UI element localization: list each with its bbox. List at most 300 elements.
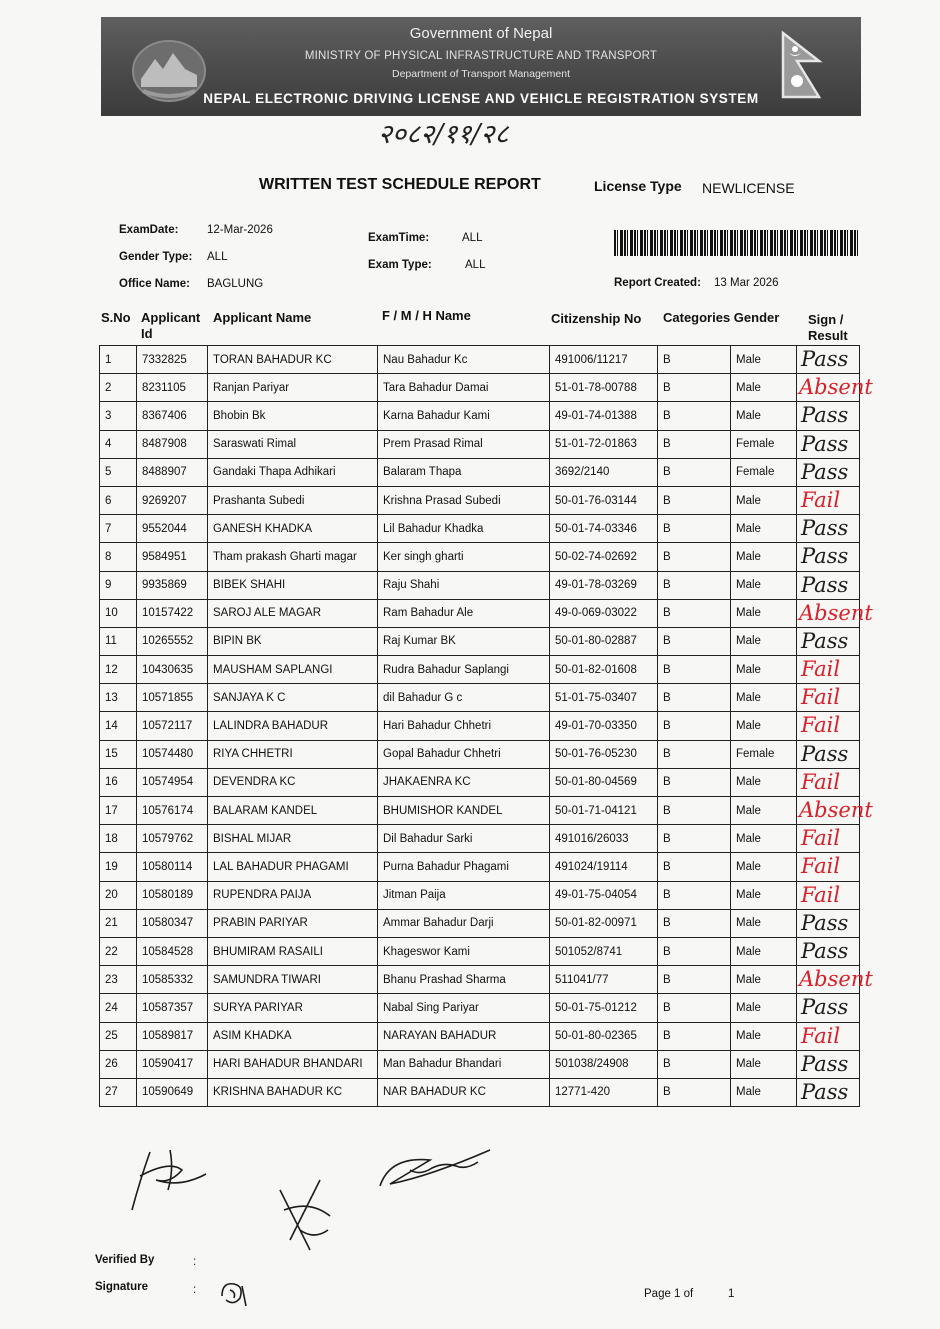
cell-sno: 24	[100, 994, 137, 1022]
result-mark: Absent	[799, 967, 873, 992]
exam-date-value: 12-Mar-2026	[207, 224, 273, 236]
cell-category: B	[658, 825, 731, 853]
cell-applicant-id: 8488907	[137, 458, 208, 486]
cell-sno: 17	[100, 797, 137, 825]
cell-applicant-name: RUPENDRA PAIJA	[208, 881, 378, 909]
cell-fmh-name: Jitman Paija	[378, 881, 550, 909]
cell-sno: 14	[100, 712, 137, 740]
cell-category: B	[658, 430, 731, 458]
cell-sign-result	[797, 768, 860, 796]
cell-applicant-id: 10574480	[137, 740, 208, 768]
cell-applicant-name: SAMUNDRA TIWARI	[208, 966, 378, 994]
cell-applicant-id: 10589817	[137, 1022, 208, 1050]
table-row	[100, 881, 860, 909]
cell-fmh-name: Ker singh gharti	[378, 543, 550, 571]
cell-gender: Male	[731, 797, 797, 825]
result-mark: Pass	[801, 572, 849, 597]
table-row	[100, 458, 860, 486]
cell-applicant-id: 10576174	[137, 797, 208, 825]
cell-gender: Female	[731, 458, 797, 486]
cell-citizenship: 51-01-78-00788	[550, 374, 658, 402]
cell-citizenship: 501038/24908	[550, 1050, 658, 1078]
cell-gender: Male	[731, 656, 797, 684]
result-mark: Absent	[799, 375, 873, 400]
cell-applicant-name: Tham prakash Gharti magar	[208, 543, 378, 571]
table-row	[100, 966, 860, 994]
header-banner	[101, 17, 861, 116]
cell-sign-result	[797, 571, 860, 599]
cell-sno: 2	[100, 374, 137, 402]
cell-gender: Male	[731, 994, 797, 1022]
cell-gender: Male	[731, 374, 797, 402]
cell-sign-result	[797, 430, 860, 458]
cell-sign-result	[797, 881, 860, 909]
cell-sno: 4	[100, 430, 137, 458]
gender-type-value: ALL	[207, 251, 228, 263]
table-row	[100, 1078, 860, 1106]
header-applicant-id	[141, 310, 200, 342]
table-row	[100, 994, 860, 1022]
cell-sign-result	[797, 909, 860, 937]
cell-category: B	[658, 486, 731, 514]
cell-fmh-name: Dil Bahadur Sarki	[378, 825, 550, 853]
cell-citizenship: 491024/19114	[550, 853, 658, 881]
cell-sign-result	[797, 458, 860, 486]
cell-fmh-name: Ram Bahadur Ale	[378, 599, 550, 627]
exam-time-value: ALL	[462, 232, 483, 244]
table-row	[100, 402, 860, 430]
cell-citizenship: 49-01-70-03350	[550, 712, 658, 740]
cell-category: B	[658, 712, 731, 740]
government-title: Government of Nepal	[409, 25, 553, 42]
cell-applicant-name: LAL BAHADUR PHAGAMI	[208, 853, 378, 881]
cell-citizenship: 49-0-069-03022	[550, 599, 658, 627]
table-row	[100, 712, 860, 740]
cell-sign-result	[797, 599, 873, 627]
office-name-label: Office Name:	[119, 278, 190, 290]
cell-gender: Male	[731, 543, 797, 571]
cell-gender: Male	[731, 966, 797, 994]
cell-category: B	[658, 1078, 731, 1106]
result-mark: Pass	[801, 516, 849, 541]
cell-fmh-name: Krishna Prasad Subedi	[378, 486, 550, 514]
page-label: Page 1 of	[644, 1288, 694, 1300]
cell-fmh-name: Gopal Bahadur Chhetri	[378, 740, 550, 768]
cell-fmh-name: Prem Prasad Rimal	[378, 430, 550, 458]
cell-sign-result	[797, 853, 860, 881]
result-mark: Fail	[801, 657, 841, 682]
cell-applicant-id: 9935869	[137, 571, 208, 599]
exam-date-label: ExamDate:	[119, 224, 179, 236]
table-row	[100, 374, 860, 402]
cell-applicant-name: SURYA PARIYAR	[208, 994, 378, 1022]
cell-category: B	[658, 374, 731, 402]
cell-applicant-name: LALINDRA BAHADUR	[208, 712, 378, 740]
result-mark: Pass	[801, 628, 849, 653]
cell-sign-result	[797, 374, 873, 402]
cell-fmh-name: NAR BAHADUR KC	[378, 1078, 550, 1106]
cell-applicant-name: GANESH KHADKA	[208, 515, 378, 543]
cell-gender: Male	[731, 515, 797, 543]
barcode	[614, 230, 858, 256]
cell-applicant-id: 9269207	[137, 486, 208, 514]
signature-label: Signature	[95, 1281, 149, 1293]
cell-applicant-id: 10580347	[137, 909, 208, 937]
header-sign-line2: Result	[808, 328, 848, 343]
cell-sno: 16	[100, 768, 137, 796]
department-name: Department of Transport Management	[391, 68, 570, 80]
cell-fmh-name: NARAYAN BAHADUR	[378, 1022, 550, 1050]
result-mark: Pass	[801, 544, 849, 569]
table-row	[100, 571, 860, 599]
verified-by-label: Verified By	[95, 1254, 155, 1266]
cell-category: B	[658, 346, 731, 374]
result-mark: Pass	[801, 459, 849, 484]
cell-applicant-id: 10580189	[137, 881, 208, 909]
cell-gender: Male	[731, 712, 797, 740]
result-mark: Absent	[799, 798, 873, 822]
cell-applicant-id: 10584528	[137, 937, 208, 965]
cell-applicant-name: PRABIN PARIYAR	[208, 909, 378, 937]
cell-fmh-name: Tara Bahadur Damai	[378, 374, 550, 402]
cell-applicant-name: BIPIN BK	[208, 627, 378, 655]
cell-sign-result	[797, 994, 860, 1022]
result-mark: Fail	[801, 1023, 841, 1048]
cell-gender: Male	[731, 881, 797, 909]
cell-applicant-name: BIBEK SHAHI	[208, 571, 378, 599]
cell-sign-result	[797, 515, 860, 543]
cell-sno: 12	[100, 656, 137, 684]
cell-sign-result	[797, 1078, 860, 1106]
nepal-flag-icon	[781, 31, 823, 103]
cell-gender: Male	[731, 402, 797, 430]
table-row	[100, 853, 860, 881]
table-row	[100, 656, 860, 684]
cell-fmh-name: Karna Bahadur Kami	[378, 402, 550, 430]
cell-citizenship: 50-01-80-02365	[550, 1022, 658, 1050]
cell-sno: 18	[100, 825, 137, 853]
system-name: NEPAL ELECTRONIC DRIVING LICENSE AND VEHICLE REGISTRATION SYSTEM	[203, 91, 759, 106]
cell-citizenship: 50-01-71-04121	[550, 797, 658, 825]
table-row	[100, 486, 860, 514]
cell-fmh-name: Ammar Bahadur Darji	[378, 909, 550, 937]
cell-sign-result	[797, 627, 860, 655]
cell-category: B	[658, 768, 731, 796]
cell-applicant-name: TORAN BAHADUR KC	[208, 346, 378, 374]
cell-citizenship: 50-01-76-03144	[550, 486, 658, 514]
cell-applicant-id: 9552044	[137, 515, 208, 543]
cell-gender: Male	[731, 346, 797, 374]
cell-sno: 26	[100, 1050, 137, 1078]
cell-fmh-name: Rudra Bahadur Saplangi	[378, 656, 550, 684]
result-mark: Fail	[801, 769, 841, 794]
table-row	[100, 740, 860, 768]
result-mark: Pass	[801, 1051, 849, 1076]
cell-sno: 25	[100, 1022, 137, 1050]
cell-applicant-name: KRISHNA BAHADUR KC	[208, 1078, 378, 1106]
cell-fmh-name: Lil Bahadur Khadka	[378, 515, 550, 543]
result-mark: Fail	[801, 685, 841, 710]
table-row	[100, 543, 860, 571]
cell-applicant-name: DEVENDRA KC	[208, 768, 378, 796]
cell-category: B	[658, 1050, 731, 1078]
cell-category: B	[658, 684, 731, 712]
cell-citizenship: 51-01-75-03407	[550, 684, 658, 712]
cell-fmh-name: Khageswor Kami	[378, 937, 550, 965]
cell-citizenship: 50-01-82-00971	[550, 909, 658, 937]
cell-applicant-name: Saraswati Rimal	[208, 430, 378, 458]
cell-citizenship: 50-02-74-02692	[550, 543, 658, 571]
header-applicant-id-line2: Id	[141, 326, 153, 341]
cell-citizenship: 51-01-72-01863	[550, 430, 658, 458]
result-mark: Fail	[801, 854, 841, 879]
cell-category: B	[658, 797, 731, 825]
cell-sno: 13	[100, 684, 137, 712]
cell-fmh-name: Balaram Thapa	[378, 458, 550, 486]
header-sno: S.No	[101, 310, 131, 325]
cell-sign-result	[797, 684, 860, 712]
cell-applicant-name: SAROJ ALE MAGAR	[208, 599, 378, 627]
cell-applicant-name: BALARAM KANDEL	[208, 797, 378, 825]
cell-applicant-id: 10590649	[137, 1078, 208, 1106]
result-mark: Fail	[801, 713, 841, 738]
cell-category: B	[658, 543, 731, 571]
license-type-value: NEWLICENSE	[702, 180, 795, 196]
header-sign-result	[808, 312, 848, 344]
cell-sno: 20	[100, 881, 137, 909]
cell-gender: Male	[731, 825, 797, 853]
cell-applicant-id: 10585332	[137, 966, 208, 994]
result-mark: Pass	[801, 347, 849, 371]
cell-applicant-name: HARI BAHADUR BHANDARI	[208, 1050, 378, 1078]
cell-applicant-name: SANJAYA K C	[208, 684, 378, 712]
table-row	[100, 430, 860, 458]
result-mark: Pass	[801, 938, 849, 963]
signature-scribble-1	[110, 1140, 220, 1220]
cell-gender: Male	[731, 1078, 797, 1106]
result-mark: Pass	[801, 403, 849, 428]
table-row	[100, 627, 860, 655]
cell-citizenship: 3692/2140	[550, 458, 658, 486]
schedule-table	[99, 345, 873, 1107]
cell-gender: Male	[731, 853, 797, 881]
cell-category: B	[658, 571, 731, 599]
cell-sno: 9	[100, 571, 137, 599]
cell-category: B	[658, 515, 731, 543]
cell-citizenship: 50-01-76-05230	[550, 740, 658, 768]
cell-gender: Male	[731, 627, 797, 655]
cell-sign-result	[797, 740, 860, 768]
office-name-value: BAGLUNG	[207, 278, 264, 290]
signature-scribble-2	[270, 1170, 340, 1260]
cell-applicant-name: Gandaki Thapa Adhikari	[208, 458, 378, 486]
cell-category: B	[658, 599, 731, 627]
cell-citizenship: 49-01-75-04054	[550, 881, 658, 909]
cell-gender: Male	[731, 1050, 797, 1078]
cell-applicant-id: 9584951	[137, 543, 208, 571]
cell-applicant-id: 10574954	[137, 768, 208, 796]
result-mark: Pass	[801, 431, 849, 456]
cell-citizenship: 491016/26033	[550, 825, 658, 853]
cell-fmh-name: Man Bahadur Bhandari	[378, 1050, 550, 1078]
cell-citizenship: 12771-420	[550, 1078, 658, 1106]
table-row	[100, 909, 860, 937]
cell-citizenship: 50-01-82-01608	[550, 656, 658, 684]
cell-category: B	[658, 402, 731, 430]
cell-category: B	[658, 881, 731, 909]
signature-stamp-mark	[216, 1276, 250, 1310]
cell-fmh-name: Purna Bahadur Phagami	[378, 853, 550, 881]
header-categories-gender: Categories Gender	[663, 310, 780, 325]
verified-by-colon: :	[193, 1256, 197, 1268]
cell-category: B	[658, 656, 731, 684]
cell-gender: Male	[731, 909, 797, 937]
exam-time-label: ExamTime:	[368, 232, 430, 244]
cell-applicant-id: 10590417	[137, 1050, 208, 1078]
cell-sno: 19	[100, 853, 137, 881]
cell-fmh-name: BHUMISHOR KANDEL	[378, 797, 550, 825]
cell-category: B	[658, 740, 731, 768]
result-mark: Pass	[801, 995, 849, 1020]
cell-fmh-name: Raju Shahi	[378, 571, 550, 599]
cell-applicant-name: Prashanta Subedi	[208, 486, 378, 514]
ministry-name: MINISTRY OF PHYSICAL INFRASTRUCTURE AND TRANSPORT	[304, 50, 658, 62]
cell-applicant-id: 7332825	[137, 346, 208, 374]
handwritten-date: २०८२/११/२८	[378, 119, 509, 150]
cell-applicant-name: Bhobin Bk	[208, 402, 378, 430]
cell-sign-result	[797, 712, 860, 740]
table-row	[100, 768, 860, 796]
cell-applicant-id: 10579762	[137, 825, 208, 853]
signature-scribble-3	[370, 1136, 510, 1206]
cell-citizenship: 491006/11217	[550, 346, 658, 374]
cell-category: B	[658, 909, 731, 937]
cell-sign-result	[797, 543, 860, 571]
cell-gender: Male	[731, 768, 797, 796]
cell-citizenship: 50-01-80-02887	[550, 627, 658, 655]
cell-category: B	[658, 966, 731, 994]
cell-applicant-id: 10265552	[137, 627, 208, 655]
table-row	[100, 825, 860, 853]
cell-applicant-name: BHUMIRAM RASAILI	[208, 937, 378, 965]
cell-sign-result	[797, 966, 873, 994]
cell-category: B	[658, 994, 731, 1022]
result-mark: Absent	[799, 600, 873, 625]
cell-sign-result	[797, 797, 873, 825]
cell-citizenship: 50-01-80-04569	[550, 768, 658, 796]
cell-applicant-id: 10430635	[137, 656, 208, 684]
cell-applicant-id: 10571855	[137, 684, 208, 712]
cell-fmh-name: Bhanu Prashad Sharma	[378, 966, 550, 994]
cell-sno: 3	[100, 402, 137, 430]
report-created-value: 13 Mar 2026	[714, 277, 779, 289]
cell-applicant-name: ASIM KHADKA	[208, 1022, 378, 1050]
cell-applicant-id: 10587357	[137, 994, 208, 1022]
cell-fmh-name: Nau Bahadur Kc	[378, 346, 550, 374]
license-type-label: License Type	[594, 178, 682, 194]
result-mark: Fail	[801, 487, 841, 512]
cell-citizenship: 49-01-78-03269	[550, 571, 658, 599]
header-applicant-name: Applicant Name	[213, 310, 312, 325]
exam-type-label: Exam Type:	[368, 259, 432, 271]
header-citizenship: Citizenship No	[551, 311, 642, 326]
cell-citizenship: 49-01-74-01388	[550, 402, 658, 430]
cell-sign-result	[797, 656, 860, 684]
cell-applicant-id: 10580114	[137, 853, 208, 881]
cell-fmh-name: dil Bahadur G c	[378, 684, 550, 712]
cell-citizenship: 50-01-75-01212	[550, 994, 658, 1022]
table-row	[100, 684, 860, 712]
cell-citizenship: 511041/77	[550, 966, 658, 994]
cell-category: B	[658, 458, 731, 486]
cell-applicant-id: 8487908	[137, 430, 208, 458]
cell-applicant-name: Ranjan Pariyar	[208, 374, 378, 402]
cell-gender: Female	[731, 430, 797, 458]
signature-colon: :	[193, 1284, 197, 1296]
cell-applicant-name: RIYA CHHETRI	[208, 740, 378, 768]
cell-gender: Male	[731, 571, 797, 599]
result-mark: Fail	[801, 826, 841, 851]
cell-sno: 15	[100, 740, 137, 768]
cell-applicant-name: MAUSHAM SAPLANGI	[208, 656, 378, 684]
exam-type-value: ALL	[465, 259, 486, 271]
cell-gender: Male	[731, 937, 797, 965]
cell-fmh-name: JHAKAENRA KC	[378, 768, 550, 796]
table-row	[100, 1022, 860, 1050]
cell-sign-result	[797, 346, 860, 374]
header-applicant-id-line1: Applicant	[141, 310, 201, 325]
table-row	[100, 346, 860, 374]
cell-gender: Female	[731, 740, 797, 768]
cell-sno: 22	[100, 937, 137, 965]
table-row	[100, 599, 860, 627]
cell-category: B	[658, 1022, 731, 1050]
cell-sno: 10	[100, 599, 137, 627]
gender-type-label: Gender Type:	[119, 251, 193, 263]
cell-gender: Male	[731, 599, 797, 627]
cell-fmh-name: Raj Kumar BK	[378, 627, 550, 655]
table-row	[100, 797, 860, 825]
cell-applicant-id: 8367406	[137, 402, 208, 430]
result-mark: Fail	[801, 882, 841, 907]
cell-sno: 7	[100, 515, 137, 543]
page-total: 1	[728, 1288, 735, 1300]
report-created-label: Report Created:	[614, 277, 701, 289]
result-mark: Pass	[801, 1079, 849, 1104]
table-row	[100, 1050, 860, 1078]
cell-sno: 6	[100, 486, 137, 514]
cell-sign-result	[797, 1050, 860, 1078]
result-mark: Pass	[801, 910, 849, 935]
cell-sno: 8	[100, 543, 137, 571]
cell-sign-result	[797, 486, 860, 514]
cell-fmh-name: Hari Bahadur Chhetri	[378, 712, 550, 740]
cell-sign-result	[797, 937, 860, 965]
cell-sno: 23	[100, 966, 137, 994]
cell-category: B	[658, 853, 731, 881]
cell-gender: Male	[731, 486, 797, 514]
cell-applicant-id: 8231105	[137, 374, 208, 402]
cell-gender: Male	[731, 684, 797, 712]
cell-sign-result	[797, 825, 860, 853]
cell-sno: 11	[100, 627, 137, 655]
cell-gender: Male	[731, 1022, 797, 1050]
cell-sign-result	[797, 402, 860, 430]
table-row	[100, 937, 860, 965]
cell-citizenship: 50-01-74-03346	[550, 515, 658, 543]
header-sign-line1: Sign /	[808, 312, 844, 327]
header-fmh-name: F / M / H Name	[382, 308, 471, 323]
